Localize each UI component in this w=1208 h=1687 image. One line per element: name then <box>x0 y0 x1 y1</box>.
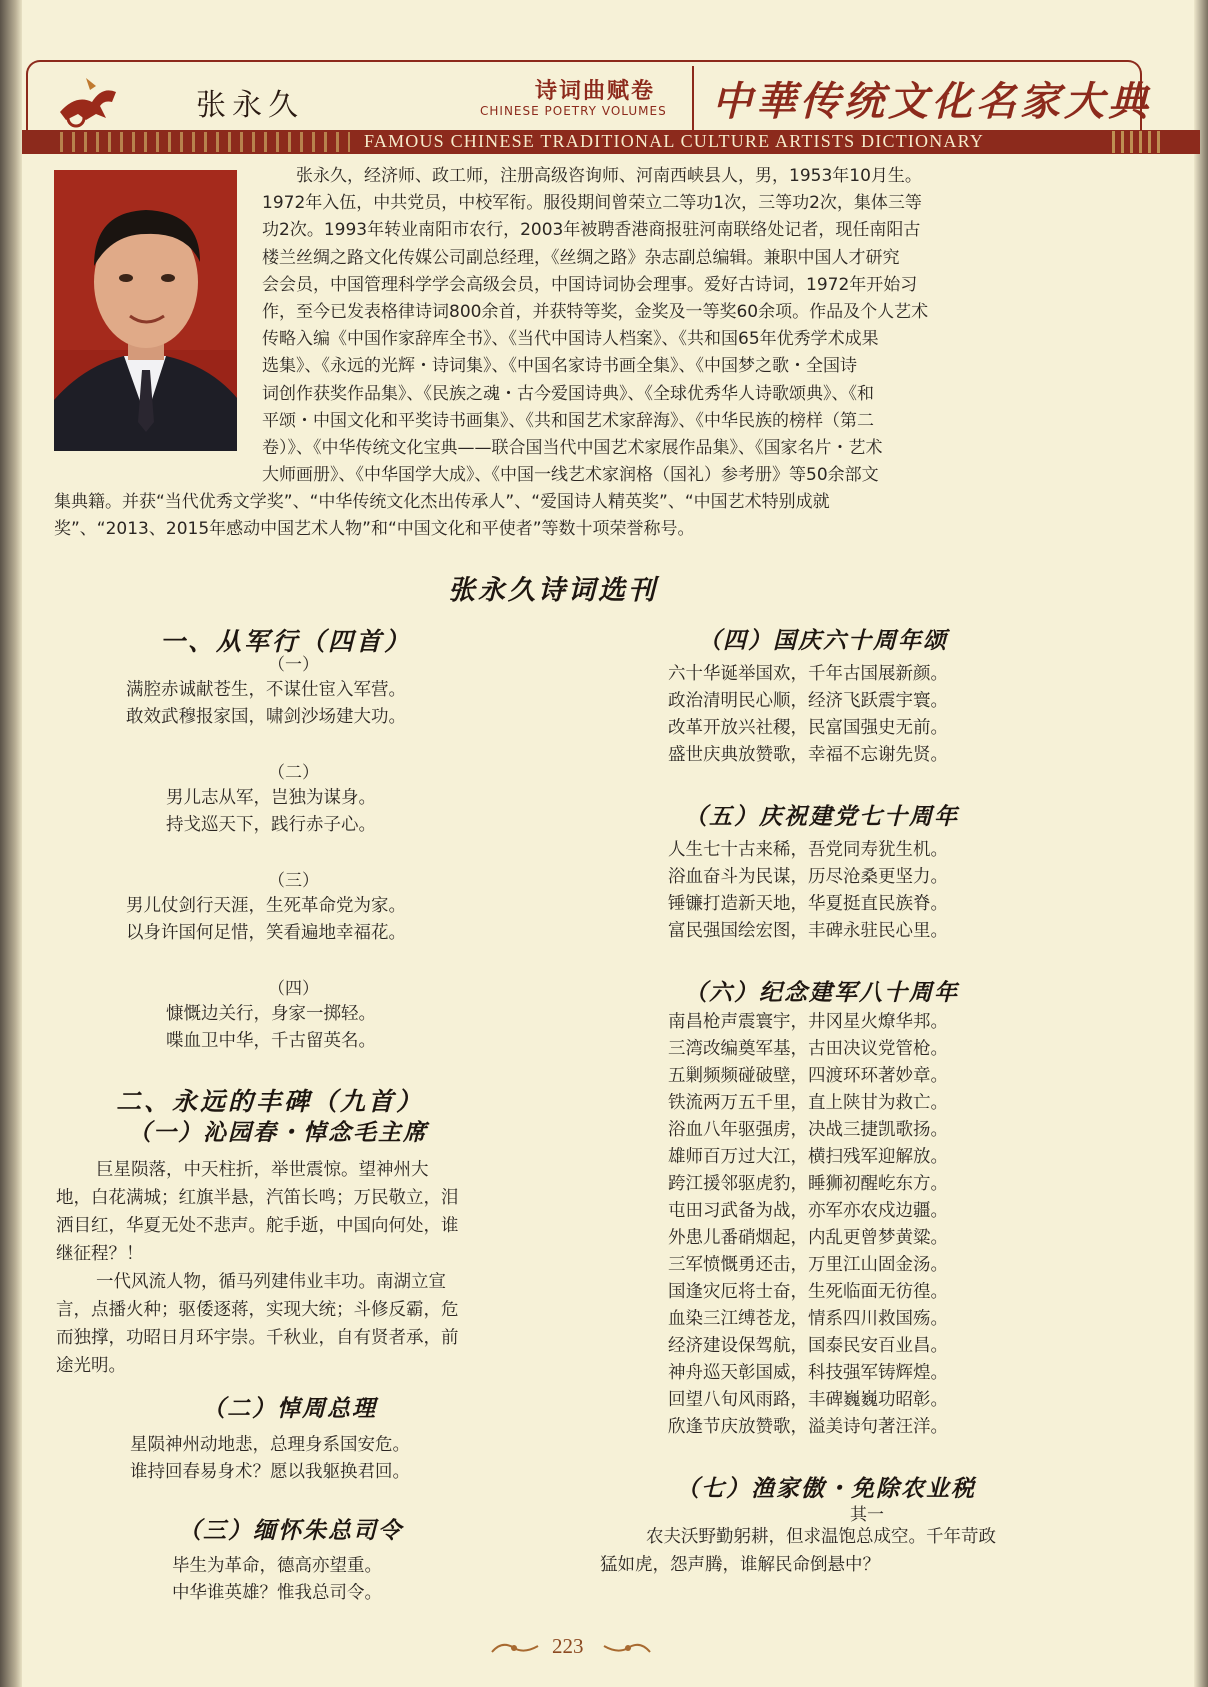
poem-line: 血染三江缚苍龙，情系四川救国殇。 <box>668 1309 948 1329</box>
poem-2-5 <box>668 837 948 945</box>
bio-line: 会会员，中国管理科学学会高级会员，中国诗词协会理事。爱好古诗词，1972年开始习 <box>262 274 918 295</box>
poem-line: 回望八旬风雨路，丰碑巍巍功昭彰。 <box>668 1390 948 1410</box>
ci-line: 猛如虎，怨声腾，谁解民命倒悬中？ <box>600 1555 880 1575</box>
poem-line: 人生七十古来稀，吾党同寿犹生机。 <box>668 840 948 860</box>
section-heading-2: 二、永远的丰碑（九首） <box>116 1087 425 1116</box>
ci-yujiaao <box>600 1523 996 1579</box>
author-name-header: 张永久 <box>196 88 304 123</box>
poem-line: 敢效武穆报家国，啸剑沙场建大功。 <box>126 707 406 727</box>
bio-line: 1972年入伍，中共党员，中校军衔。服役期间曾荣立二等功1次，三等功2次，集体三等 <box>262 193 922 214</box>
bio-line: 作，至今已发表格律诗词800余首，并获特等奖，金奖及一等奖60余项。作品及个人艺术 <box>262 302 929 323</box>
poem-line: 雄师百万过大江，横扫残军迎解放。 <box>668 1147 948 1167</box>
poem-line: 改革开放兴社稷，民富国强史无前。 <box>668 718 948 738</box>
author-biography <box>262 163 1082 489</box>
poem-1-4 <box>166 1001 376 1055</box>
poem-line: 浴血奋斗为民谋，历尽沧桑更坚力。 <box>668 867 948 887</box>
band-ornament <box>60 132 350 152</box>
poem-line: 经济建设保驾航，国泰民安百业昌。 <box>668 1336 948 1356</box>
poem-title-guoqing: （四）国庆六十周年颂 <box>698 627 948 654</box>
bio-line: 集典籍。并获“当代优秀文学奖”、“中华传统文化杰出传承人”、“爱国诗人精英奖”、“中国艺术特别成就 <box>54 492 830 512</box>
poem-line: 跨江援邻驱虎豹，睡狮初醒屹东方。 <box>668 1174 948 1194</box>
poem-title-qinyuanchun: （一）沁园春・悼念毛主席 <box>128 1119 428 1146</box>
bio-line: 奖”、“2013、2015年感动中国艺术人物”和“中国文化和平使者”等数十项荣誉称号。 <box>54 519 695 540</box>
poem-1-3 <box>126 893 406 947</box>
ci-line: 途光明。 <box>56 1356 126 1376</box>
series-title: 中華传统文化名家大典 <box>712 78 1152 125</box>
volume-title-cn: 诗词曲赋卷 <box>535 78 656 104</box>
author-portrait <box>54 170 237 451</box>
poem-2-3 <box>172 1553 382 1607</box>
band-ornament-end <box>1112 131 1164 153</box>
poem-title-jiandang: （五）庆祝建党七十周年 <box>684 803 959 830</box>
bio-line: 卷）》、《中华传统文化宝典——联合国当代中国艺术家展作品集》、《国家名片・艺术 <box>262 438 883 459</box>
poem-line: 以身许国何足惜，笑看遍地幸福花。 <box>126 923 406 943</box>
poem-1-1 <box>126 677 406 731</box>
ci-line: 农夫沃野勤躬耕，但求温饱总成空。千年苛政 <box>646 1527 996 1547</box>
poem-line: 三湾改编奠军基，古田决议党管枪。 <box>668 1039 948 1059</box>
page-edge <box>1194 0 1208 1687</box>
ci-line: 而独撑，功昭日月环宇崇。千秋业，自有贤者承，前 <box>56 1328 459 1348</box>
book-spine-shadow <box>0 0 22 1687</box>
poem-line: 慷慨边关行，身家一掷轻。 <box>166 1004 376 1024</box>
poem-2-4 <box>668 661 948 769</box>
poem-number: （二） <box>268 763 319 783</box>
poem-line: 谁持回春易身术？愿以我躯换君回。 <box>130 1462 410 1482</box>
poem-line: 星陨神州动地悲，总理身系国安危。 <box>130 1435 410 1455</box>
poem-2-6 <box>668 1009 948 1441</box>
footer-ornament-right-icon <box>602 1638 652 1656</box>
poem-title-jianjun: （六）纪念建军八十周年 <box>684 979 959 1006</box>
poem-line: 浴血八年驱强虏，决战三捷凯歌扬。 <box>668 1120 948 1140</box>
footer-ornament-left-icon <box>490 1638 540 1656</box>
bio-line: 平颂・中国文化和平奖诗书画集》、《共和国艺术家辞海》、《中华民族的榜样（第二 <box>262 410 874 431</box>
bio-line: 大师画册》、《中华国学大成》、《中国一线艺术家润格（国礼）参考册》等50余部文 <box>262 465 879 486</box>
poem-title-zhou: （二）悼周总理 <box>202 1395 377 1422</box>
ci-line: 洒目红，华夏无处不悲声。舵手逝，中国向何处，谁 <box>56 1216 459 1236</box>
poem-line: 神舟巡天彰国威，科技强军铸辉煌。 <box>668 1363 948 1383</box>
poem-1-2 <box>166 785 376 839</box>
poem-line: 南昌枪声震寰宇，井冈星火燎华邦。 <box>668 1012 948 1032</box>
poem-line: 锤镰打造新天地，华夏挺直民族脊。 <box>668 894 948 914</box>
poem-line: 男儿仗剑行天涯，生死革命党为家。 <box>126 896 406 916</box>
poem-line: 喋血卫中华，千古留英名。 <box>166 1031 376 1051</box>
volume-title-en: CHINESE POETRY VOLUMES <box>480 104 667 118</box>
poem-line: 富民强国绘宏图，丰碑永驻民心里。 <box>668 921 948 941</box>
ci-line: 一代风流人物，循马列建伟业丰功。南湖立宣 <box>96 1272 446 1292</box>
poem-title-yujiaao: （七）渔家傲・免除农业税 <box>676 1475 976 1502</box>
author-biography-continued <box>54 489 1084 543</box>
poem-line: 屯田习武备为战，亦军亦农戍边疆。 <box>668 1201 948 1221</box>
bio-line: 功2次。1993年转业南阳市农行，2003年被聘香港商报驻河南联络处记者，现任南阳古 <box>262 220 921 241</box>
bio-line: 传略入编《中国作家辞库全书》、《当代中国诗人档案》、《共和国65年优秀学术成果 <box>262 329 879 350</box>
poem-line: 中华谁英雄？惟我总司令。 <box>172 1583 382 1603</box>
poem-title-zhu: （三）缅怀朱总司令 <box>178 1517 403 1544</box>
section-heading-1: 一、从军行（四首） <box>160 627 413 656</box>
series-title-en: FAMOUS CHINESE TRADITIONAL CULTURE ARTISTS DICTIONARY <box>364 131 985 151</box>
poem-line: 满腔赤诚献苍生，不谋仕宦入军营。 <box>126 680 406 700</box>
poem-line: 国逢灾厄将士奋，生死临面无彷徨。 <box>668 1282 948 1302</box>
page-number: 223 <box>552 1634 584 1658</box>
poem-line: 政治清明民心顺，经济飞跃震宇寰。 <box>668 691 948 711</box>
bio-line: 选集》、《永远的光辉・诗词集》、《中国名家诗书画全集》、《中国梦之歌・全国诗 <box>262 356 857 377</box>
bio-line: 词创作获奖作品集》、《民族之魂・古今爱国诗典》、《全球优秀华人诗歌颂典》、《和 <box>262 383 874 404</box>
poem-line: 外患儿番硝烟起，内乱更曾梦黄粱。 <box>668 1228 948 1248</box>
bio-line: 楼兰丝绸之路文化传媒公司副总经理，《丝绸之路》杂志副总编辑。兼职中国人才研究 <box>262 247 900 268</box>
ci-line: 巨星陨落，中天柱折，举世震惊。望神州大 <box>96 1160 429 1180</box>
header-divider <box>692 66 694 130</box>
horse-chariot-logo-icon <box>56 72 126 132</box>
poem-line: 铁流两万五千里，直上陕甘为救亡。 <box>668 1093 948 1113</box>
poem-line: 欣逢节庆放赞歌，溢美诗句著汪洋。 <box>668 1417 948 1437</box>
poem-number: （一） <box>268 655 319 675</box>
ci-stanza-1 <box>56 1156 459 1268</box>
ci-line: 继征程？！ <box>56 1244 144 1264</box>
selection-title: 张永久诗词选刊 <box>448 575 658 606</box>
poem-line: 男儿志从军，岂独为谋身。 <box>166 788 376 808</box>
ci-stanza-2 <box>56 1268 459 1380</box>
poem-2-2 <box>130 1432 410 1486</box>
poem-number: （四） <box>268 979 319 999</box>
poem-number: （三） <box>268 871 319 891</box>
poem-line: 盛世庆典放赞歌，幸福不忘谢先贤。 <box>668 745 948 765</box>
bio-line: 张永久，经济师、政工师，注册高级咨询师、河南西峡县人，男，1953年10月生。 <box>296 166 922 186</box>
poem-line: 毕生为革命，德高亦望重。 <box>172 1556 382 1576</box>
poem-line: 五剿频频碰破壁，四渡环环著妙章。 <box>668 1066 948 1086</box>
ci-line: 言，点播火种；驱倭逐蒋，实现大统；斗修反霸，危 <box>56 1300 459 1320</box>
poem-line: 三军愤慨勇还击，万里江山固金汤。 <box>668 1255 948 1275</box>
poem-sub-number: 其一 <box>850 1505 884 1525</box>
poem-line: 持戈巡天下，践行赤子心。 <box>166 815 376 835</box>
poem-line: 六十华诞举国欢，千年古国展新颜。 <box>668 664 948 684</box>
ci-line: 地，白花满城；红旗半悬，汽笛长鸣；万民敬立，泪 <box>56 1188 459 1208</box>
